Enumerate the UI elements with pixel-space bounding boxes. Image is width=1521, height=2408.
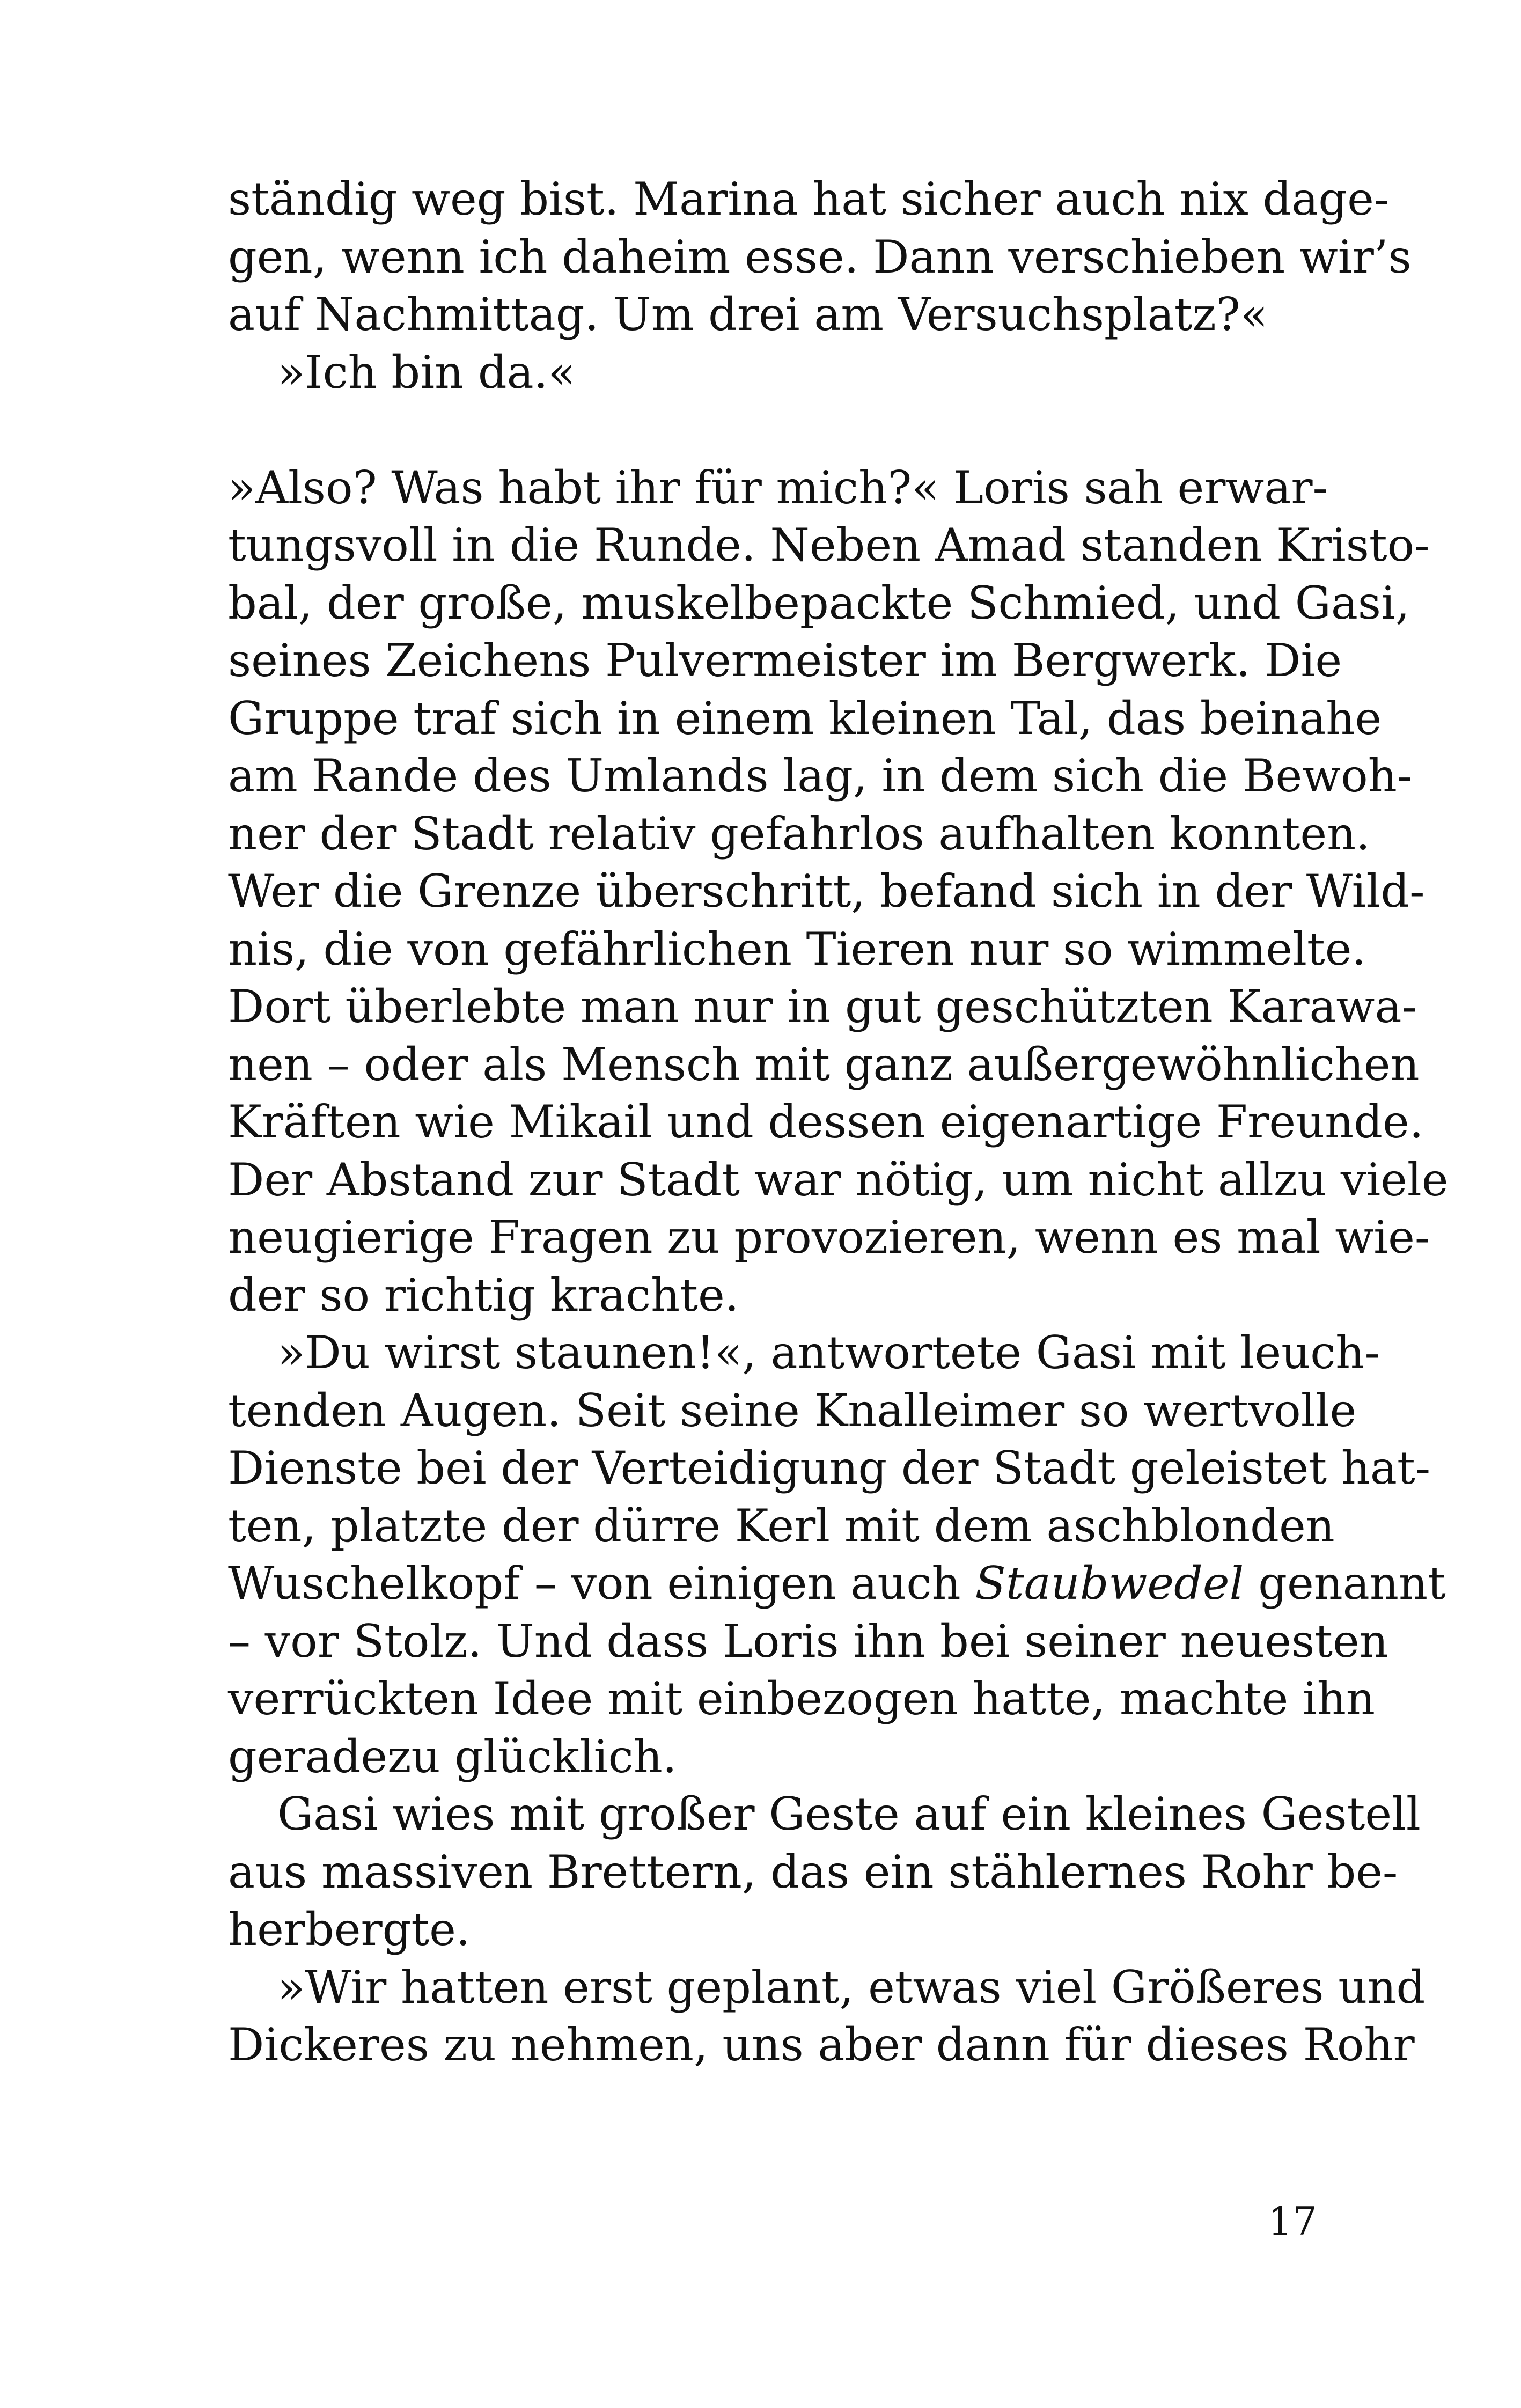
- text-line: Wer die Grenze überschritt, befand sich in der Wild-: [228, 865, 1425, 917]
- text-line: Kräften wie Mikail und dessen eigenartige Freunde.: [228, 1096, 1424, 1148]
- text-line: Dienste bei der Verteidigung der Stadt geleistet hat-: [228, 1442, 1431, 1494]
- text-line: neugierige Fragen zu provozieren, wenn es mal wie-: [228, 1211, 1430, 1264]
- text-line: der so richtig krachte.: [228, 1268, 739, 1322]
- text-line: tenden Augen. Seit seine Knalleimer so wertvolle: [228, 1384, 1357, 1437]
- text-line: geradezu glücklich.: [228, 1730, 677, 1783]
- text-line: gen, wenn ich daheim esse. Dann verschieben wir’s: [228, 230, 1412, 283]
- text-line: Gruppe traf sich in einem kleinen Tal, das beinahe: [228, 692, 1382, 745]
- text-line: tungsvoll in die Runde. Neben Amad standen Kristo-: [228, 519, 1430, 571]
- text-line: aus massiven Brettern, das ein stählernes Rohr be-: [228, 1845, 1398, 1898]
- page-number: 17: [1268, 2199, 1317, 2244]
- text-line: seines Zeichens Pulvermeister im Bergwerk. Die: [228, 634, 1342, 687]
- text-line: Dort überlebte man nur in gut geschützten Karawa-: [228, 980, 1417, 1033]
- text-line: »Also? Was habt ihr für mich?« Loris sah erwar-: [228, 461, 1328, 514]
- book-page-body: [228, 171, 1449, 2074]
- text-line: [228, 1555, 1446, 1613]
- text-line: »Du wirst staunen!«, antwortete Gasi mit leuch-: [277, 1326, 1380, 1379]
- text-line: – vor Stolz. Und dass Loris ihn bei seiner neuesten: [228, 1614, 1388, 1668]
- text-line: »Ich bin da.«: [277, 346, 576, 399]
- text-line: herbergte.: [228, 1903, 471, 1956]
- paragraph-break: [228, 401, 1317, 459]
- text-line: verrückten Idee mit einbezogen hatte, machte ihn: [228, 1672, 1376, 1725]
- text-line: ständig weg bist. Marina hat sicher auch nix dage-: [228, 173, 1390, 225]
- text-line: Der Abstand zur Stadt war nötig, um nicht allzu viele: [228, 1153, 1449, 1206]
- text-line: nen – oder als Mensch mit ganz außergewöhnlichen: [228, 1038, 1420, 1091]
- text-line: auf Nachmittag. Um drei am Versuchsplatz?«: [228, 288, 1268, 341]
- text-line: ten, platzte der dürre Kerl mit dem aschblonden: [228, 1499, 1335, 1552]
- text-run: genannt: [1244, 1557, 1446, 1610]
- text-line: Dickeres zu nehmen, uns aber dann für dieses Rohr: [228, 2018, 1415, 2071]
- text-run: Wuschelkopf – von einigen auch: [228, 1557, 975, 1610]
- text-line: »Wir hatten erst geplant, etwas viel Größeres und: [277, 1961, 1426, 2014]
- text-line: nis, die von gefährlichen Tieren nur so wimmelte.: [228, 922, 1366, 975]
- text-line: bal, der große, muskelbepackte Schmied, und Gasi,: [228, 576, 1410, 629]
- text-line: ner der Stadt relativ gefahrlos aufhalten konnten.: [228, 807, 1370, 860]
- text-line: am Rande des Umlands lag, in dem sich die Bewoh-: [228, 750, 1413, 802]
- text-line: Gasi wies mit großer Geste auf ein kleines Gestell: [277, 1788, 1421, 1840]
- italic-name: Staubwedel: [975, 1557, 1244, 1610]
